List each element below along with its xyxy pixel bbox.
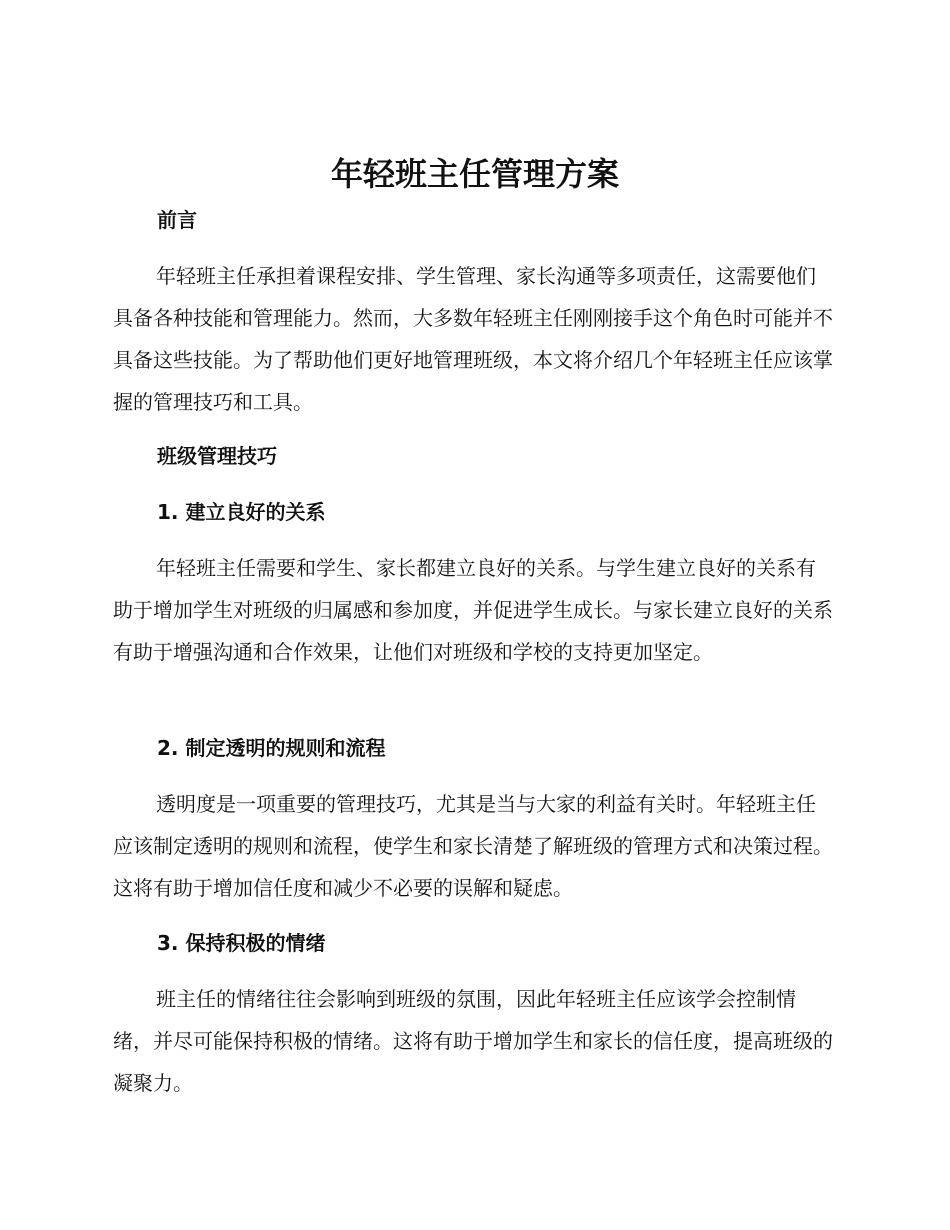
item-paragraph-2: 透明度是一项重要的管理技巧，尤其是当与大家的利益有关时。年轻班主任应该制定透明的规则和流程，使学生和家长清楚了解班级的管理方式和决策过程。这将有助于增加信任度和减少不必要的误解和疑虑。 xyxy=(113,792,833,900)
document-title: 年轻班主任管理方案 xyxy=(330,155,619,193)
item-paragraph-1: 年轻班主任需要和学生、家长都建立良好的关系。与学生建立良好的关系有助于增加学生对班级的归属感和参加度，并促进学生成长。与家长建立良好的关系有助于增强沟通和合作效果，让他们对班级和学校的支持更加坚定。 xyxy=(113,556,833,664)
preface-heading: 前言 xyxy=(157,208,197,232)
item-heading-1: 1. 建立良好的关系 xyxy=(157,500,326,524)
section-heading: 班级管理技巧 xyxy=(157,444,277,468)
preface-paragraph: 年轻班主任承担着课程安排、学生管理、家长沟通等多项责任，这需要他们具备各种技能和管理能力。然而，大多数年轻班主任刚刚接手这个角色时可能并不具备这些技能。为了帮助他们更好地管理班级，本文将介绍几个年轻班主任应该掌握的管理技巧和工具。 xyxy=(113,264,833,414)
item-heading-2: 2. 制定透明的规则和流程 xyxy=(157,736,386,760)
item-heading-3: 3. 保持积极的情绪 xyxy=(157,931,326,955)
item-paragraph-3: 班主任的情绪往往会影响到班级的氛围，因此年轻班主任应该学会控制情绪，并尽可能保持积极的情绪。这将有助于增加学生和家长的信任度，提高班级的凝聚力。 xyxy=(113,987,833,1095)
